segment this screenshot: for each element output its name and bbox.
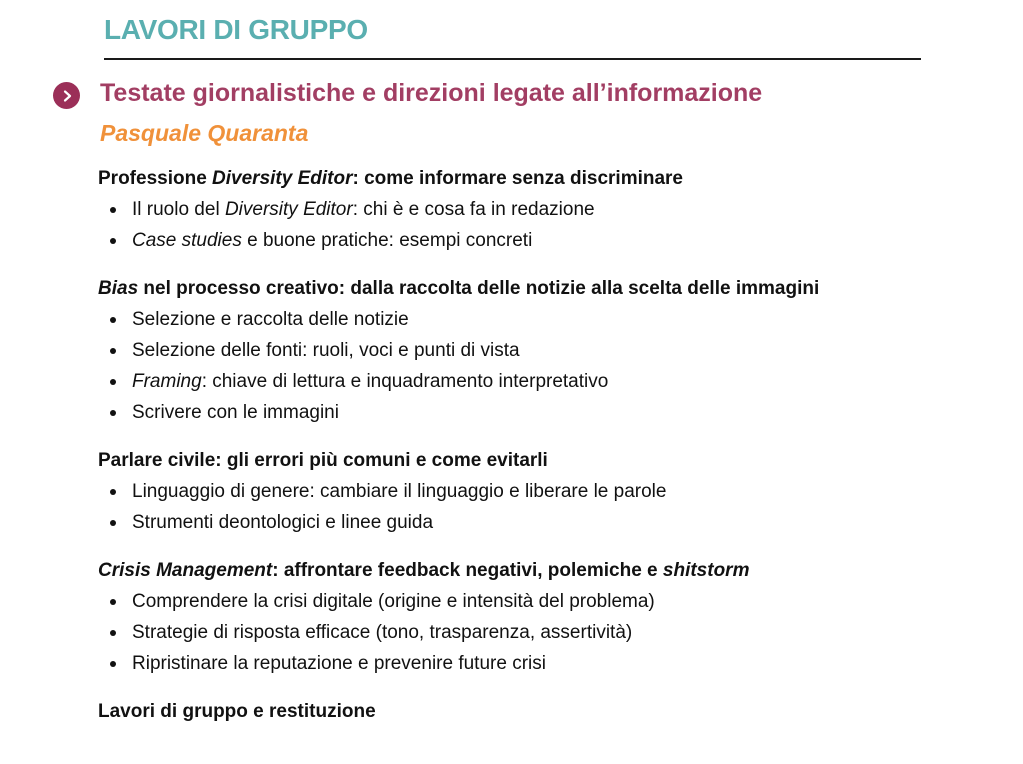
list-item <box>98 366 978 397</box>
italic-text: Case studies <box>132 230 242 251</box>
italic-text: Diversity Editor <box>212 168 353 189</box>
text-run: e buone pratiche: esempi concreti <box>241 230 533 251</box>
list-item <box>98 335 978 366</box>
italic-text: Diversity Editor <box>224 199 353 220</box>
italic-text: shitstorm <box>662 560 750 581</box>
text-run: : come informare senza discriminare <box>352 168 683 189</box>
bullet-dot-icon <box>110 379 116 385</box>
text-run: nel processo creativo: dalla raccolta delle notizie alla scelta delle immagini <box>138 278 820 299</box>
topic-heading <box>98 558 978 584</box>
italic-text: Bias <box>98 278 139 299</box>
text-run: Professione <box>98 168 213 189</box>
text-run: Il ruolo del <box>132 199 225 220</box>
text-run: Strumenti deontologici e linee guida <box>132 512 434 533</box>
list-item <box>98 304 978 335</box>
bullet-dot-icon <box>110 348 116 354</box>
topic-heading <box>98 276 978 302</box>
italic-text: Crisis Management <box>98 560 273 581</box>
text-run: Strategie di risposta efficace (tono, trasparenza, assertività) <box>132 622 633 643</box>
list-item <box>98 586 978 617</box>
page-title: LAVORI DI GRUPPO <box>104 14 368 45</box>
text-run: : chi è e cosa fa in redazione <box>352 199 595 220</box>
text-run: Selezione delle fonti: ruoli, voci e punti di vista <box>132 340 520 361</box>
bullet-list <box>98 586 978 679</box>
author-name: Pasquale Quaranta <box>100 120 309 146</box>
topic-section <box>98 699 978 725</box>
section-title: Testate giornalistiche e direzioni legate all’informazione <box>100 79 763 107</box>
text-run: Comprendere la crisi digitale (origine e intensità del problema) <box>132 591 655 612</box>
list-item <box>98 194 978 225</box>
topic-heading <box>98 166 978 192</box>
list-item <box>98 225 978 256</box>
bullet-list <box>98 194 978 256</box>
text-run: Parlare civile: gli errori più comuni e come evitarli <box>98 450 548 471</box>
bullet-dot-icon <box>110 520 116 526</box>
topic-section <box>98 448 978 538</box>
list-item <box>98 648 978 679</box>
chevron-right-icon[interactable] <box>53 82 80 109</box>
bullet-list <box>98 304 978 428</box>
chevron-right-glyph <box>60 89 74 103</box>
text-run: Linguaggio di genere: cambiare il linguaggio e liberare le parole <box>132 481 667 502</box>
bullet-dot-icon <box>110 238 116 244</box>
topic-heading <box>98 699 978 725</box>
italic-text: Framing <box>132 371 202 392</box>
list-item <box>98 476 978 507</box>
bullet-dot-icon <box>110 599 116 605</box>
topic-section <box>98 166 978 256</box>
topic-heading <box>98 448 978 474</box>
bullet-dot-icon <box>110 489 116 495</box>
bullet-dot-icon <box>110 207 116 213</box>
text-run: : affrontare feedback negativi, polemiche e <box>272 560 663 581</box>
text-run: : chiave di lettura e inquadramento interpretativo <box>201 371 609 392</box>
list-item <box>98 617 978 648</box>
bullet-list <box>98 476 978 538</box>
topics-container <box>98 166 978 745</box>
topic-section <box>98 558 978 679</box>
list-item <box>98 507 978 538</box>
text-run: Ripristinare la reputazione e prevenire future crisi <box>132 653 546 674</box>
title-divider <box>104 58 921 60</box>
list-item <box>98 397 978 428</box>
text-run: Lavori di gruppo e restituzione <box>98 701 376 722</box>
bullet-dot-icon <box>110 630 116 636</box>
text-run: Scrivere con le immagini <box>132 402 339 423</box>
bullet-dot-icon <box>110 661 116 667</box>
text-run: Selezione e raccolta delle notizie <box>132 309 409 330</box>
topic-section <box>98 276 978 428</box>
bullet-dot-icon <box>110 410 116 416</box>
bullet-dot-icon <box>110 317 116 323</box>
